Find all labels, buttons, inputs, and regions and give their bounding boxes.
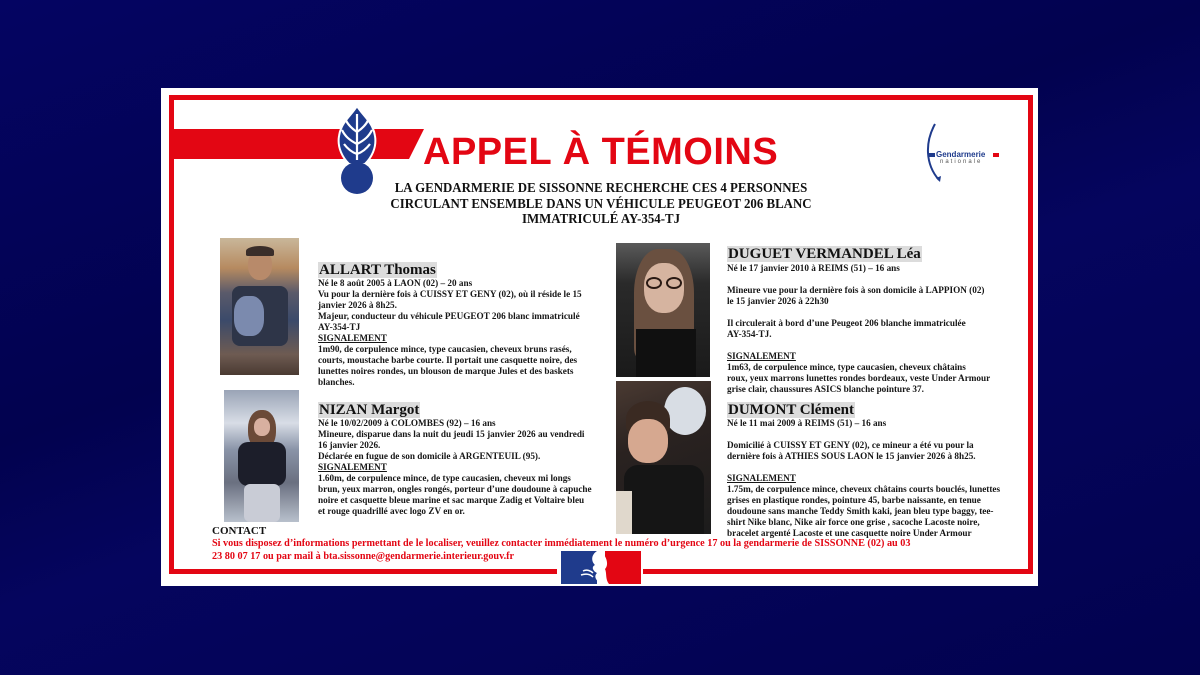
signalement-line: grises en plastique rondes, pointure 45, barbe naissante, en tenue [727, 495, 981, 505]
signalement-label: SIGNALEMENT [727, 351, 796, 361]
photo-allart-thomas [220, 238, 299, 375]
frame-bottom-left [169, 569, 557, 574]
poster-subtitle [371, 181, 831, 228]
person-details [318, 418, 608, 517]
subtitle-line: CIRCULANT ENSEMBLE DANS UN VÉHICULE PEUGEOT 206 BLANC [390, 196, 812, 212]
page-title: APPEL À TÉMOINS [423, 131, 779, 173]
detail-line: le 15 janvier 2026 à 22h30 [727, 296, 829, 306]
signalement-label: SIGNALEMENT [727, 473, 796, 483]
signalement-line: doudoune sans manche Teddy Smith kaki, jean bleu type baggy, tee- [727, 506, 994, 516]
signalement-line: shirt Nike blanc, Nike air force one grise , sacoche Lacoste noire, [727, 517, 980, 527]
detail-line: Domicilié à CUISSY ET GENY (02), ce mineur a été vu pour la [727, 440, 974, 450]
marianne-republique-icon [561, 551, 641, 584]
contact-label: CONTACT [212, 525, 267, 537]
signalement-line: courts, moustache barbe courte. Il portait une casquette noire, des [318, 355, 578, 365]
signalement-line: 1.75m, de corpulence mince, cheveux châtains courts bouclés, lunettes [727, 484, 1001, 494]
detail-line: Mineure vue pour la dernière fois à son domicile à LAPPION (02) [727, 285, 985, 295]
logo-text-nationale: nationale [940, 159, 983, 165]
signalement-line: 1.60m, de corpulence mince, de type caucasien, cheveux mi longs [318, 473, 571, 483]
signalement-line: lunettes noires rondes, un blouson de marque Jules et des baskets [318, 366, 574, 376]
signalement-line: roux, yeux marrons lunettes rondes bordeaux, veste Under Armour [727, 373, 991, 383]
logo-text-gendarmerie: Gendarmerie [936, 150, 986, 159]
photo-dumont-clement [616, 381, 711, 534]
person-details [318, 278, 608, 388]
signalement-line: grise clair, chaussures ASICS blanche pointure 37. [727, 384, 924, 394]
header-red-band [174, 129, 424, 159]
detail-line: AY-354-TJ. [727, 329, 772, 339]
subtitle-line: IMMATRICULÉ AY-354-TJ [521, 212, 681, 227]
photo-nizan-margot [224, 390, 299, 522]
person-details [727, 418, 1027, 539]
person-name: NIZAN Margot [319, 402, 420, 418]
signalement-line: bracelet argenté Lacoste et une casquette noire Under Armour [727, 528, 972, 538]
signalement-line: noire et casquette bleue marine et sac marque Zadig et Voltaire bleu [318, 495, 585, 505]
person-name: ALLART Thomas [319, 262, 436, 278]
signalement-line: et rouge quadrillé avec logo ZV en or. [318, 506, 465, 516]
person-details [727, 263, 1017, 395]
detail-line: dernière fois à ATHIES SOUS LAON le 15 janvier 2026 à 8h25. [727, 451, 976, 461]
detail-line: AY-354-TJ [318, 322, 361, 332]
signalement-line: brun, yeux marron, ongles rongés, porteur d’une doudoune à capuche [318, 484, 592, 494]
missing-persons-poster [161, 88, 1038, 586]
detail-line: Vu pour la dernière fois à CUISSY ET GENY (02), où il réside le 15 [318, 289, 582, 299]
photo-duguet-vermandel-lea [616, 243, 710, 377]
detail-line: Il circulerait à bord d’une Peugeot 206 blanche immatriculée [727, 318, 966, 328]
signalement-line: blanches. [318, 377, 355, 387]
detail-line: Mineure, disparue dans la nuit du jeudi 15 janvier 2026 au vendredi [318, 429, 585, 439]
detail-line: 16 janvier 2026. [318, 440, 381, 450]
person-name: DUMONT Clément [728, 402, 854, 418]
detail-line: Majeur, conducteur du véhicule PEUGEOT 206 blanc immatriculé [318, 311, 580, 321]
signalement-line: 1m63, de corpulence mince, type caucasien, cheveux châtains [727, 362, 966, 372]
contact-line: Si vous disposez d’informations permettant de le localiser, veuillez contacter immédiatement le numéro d’urgence 17 ou la gendarmerie de SISSONNE (02) au 03 [212, 538, 911, 549]
detail-line: Né le 17 janvier 2010 à REIMS (51) – 16 ans [727, 263, 900, 273]
person-name: DUGUET VERMANDEL Léa [728, 246, 921, 262]
detail-line: Déclarée en fugue de son domicile à ARGENTEUIL (95). [318, 451, 541, 461]
signalement-label: SIGNALEMENT [318, 333, 387, 343]
contact-line-email[interactable]: 23 80 07 17 ou par mail à bta.sissonne@gendarmerie.interieur.gouv.fr [212, 551, 515, 562]
gendarmerie-nationale-logo [923, 118, 1003, 188]
detail-line: janvier 2026 à 8h25. [318, 300, 397, 310]
detail-line: Né le 11 mai 2009 à REIMS (51) – 16 ans [727, 418, 887, 428]
frame-bottom-right [643, 569, 1033, 574]
subtitle-line: LA GENDARMERIE DE SISSONNE RECHERCHE CES 4 PERSONNES [394, 181, 808, 196]
detail-line: Né le 10/02/2009 à COLOMBES (92) – 16 ans [318, 418, 496, 428]
detail-line: Né le 8 août 2005 à LAON (02) – 20 ans [318, 278, 473, 288]
signalement-label: SIGNALEMENT [318, 462, 387, 472]
signalement-line: 1m90, de corpulence mince, type caucasien, cheveux bruns rasés, [318, 344, 572, 354]
